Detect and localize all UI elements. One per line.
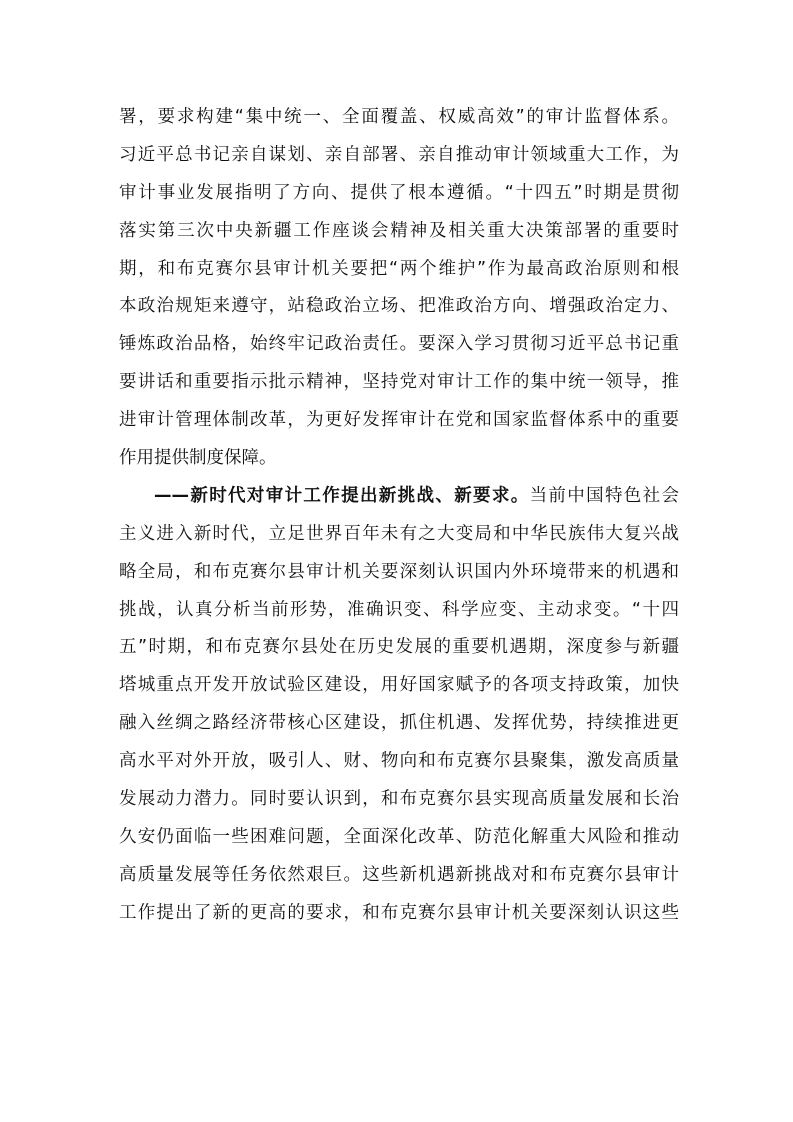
- text-line: 本政治规矩来遵守，站稳政治立场、把准政治方向、增强政治定力、: [119, 296, 679, 317]
- text-run: 当前中国特色社会: [529, 485, 680, 506]
- paragraph-new-era-challenges: [119, 478, 679, 933]
- text-line: 融入丝绸之路经济带核心区建设，抓住机遇、发挥优势，持续推进更: [119, 713, 679, 734]
- text-line: 进审计管理体制改革，为更好发挥审计在党和国家监督体系中的重要: [119, 410, 679, 431]
- text-line: 要讲话和重要指示批示精神，坚持党对审计工作的集中统一领导，推: [119, 372, 679, 393]
- text-line: 工作提出了新的更高的要求，和布克赛尔县审计机关要深刻认识这些: [119, 902, 679, 923]
- section-heading: ——新时代对审计工作提出新挑战、新要求。: [154, 485, 530, 506]
- text-line: 署，要求构建“集中统一、全面覆盖、权威高效”的审计监督体系。: [119, 107, 679, 127]
- paragraph-first-line: [119, 478, 679, 516]
- text-line: 期，和布克赛尔县审计机关要把“两个维护”作为最高政治原则和根: [119, 258, 679, 279]
- text-line: 习近平总书记亲自谋划、亲自部署、亲自推动审计领域重大工作，为: [119, 144, 679, 165]
- text-line: 发展动力潜力。同时要认识到，和布克赛尔县实现高质量发展和长治: [119, 789, 679, 810]
- document-body: [119, 99, 679, 933]
- text-line: 高水平对外开放，吸引人、财、物向和布克赛尔县聚集，激发高质量: [119, 751, 679, 772]
- text-line: 略全局，和布克赛尔县审计机关要深刻认识国内外环境带来的机遇和: [119, 561, 679, 582]
- text-line: 塔城重点开发开放试验区建设，用好国家赋予的各项支持政策，加快: [119, 675, 679, 696]
- text-line: 落实第三次中央新疆工作座谈会精神及相关重大决策部署的重要时: [119, 220, 679, 241]
- text-line: 五”时期，和布克赛尔县处在历史发展的重要机遇期，深度参与新疆: [119, 637, 679, 658]
- text-line: 高质量发展等任务依然艰巨。这些新机遇新挑战对和布克赛尔县审计: [119, 864, 679, 885]
- text-line: 挑战，认真分析当前形势，准确识变、科学应变、主动求变。“十四: [119, 599, 679, 620]
- text-line: 主义进入新时代，立足世界百年未有之大变局和中华民族伟大复兴战: [119, 523, 679, 544]
- text-line: 久安仍面临一些困难问题，全面深化改革、防范化解重大风险和推动: [119, 826, 679, 847]
- text-line: 作用提供制度保障。: [119, 448, 277, 469]
- text-line: 审计事业发展指明了方向、提供了根本遵循。“十四五”时期是贯彻: [119, 182, 679, 203]
- paragraph-audit-system: [119, 99, 679, 478]
- text-line: 锤炼政治品格，始终牢记政治责任。要深入学习贯彻习近平总书记重: [119, 334, 679, 355]
